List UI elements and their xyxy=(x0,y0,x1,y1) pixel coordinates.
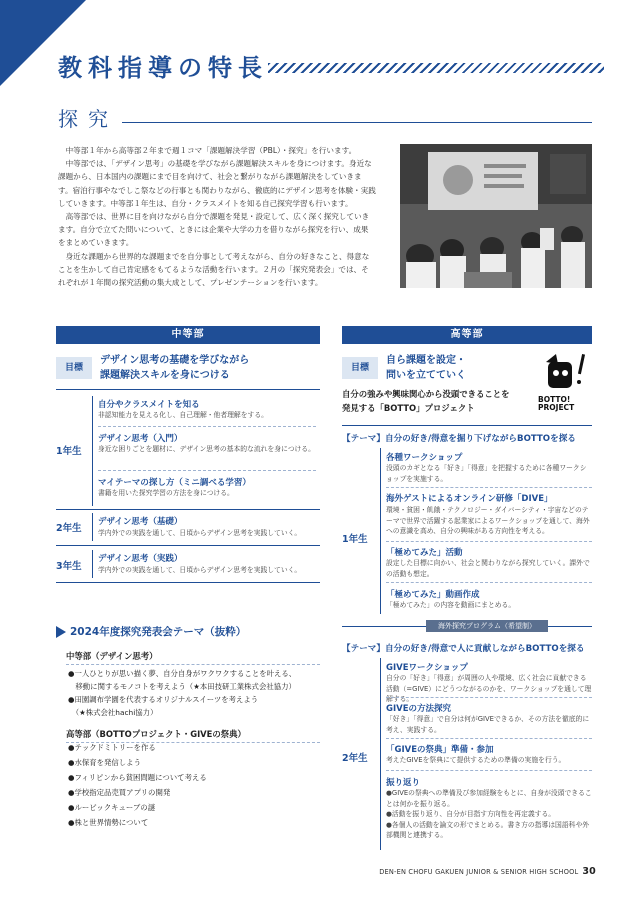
section-rule xyxy=(122,122,592,123)
themes-middle-item: ●一人ひとりが思い描く夢、自分自身がワクワクすることを叶える、 xyxy=(68,669,297,678)
themes-high-list xyxy=(68,740,320,830)
themes-high-item: ●ルービックキューブの謎 xyxy=(68,803,156,812)
high-item-separator xyxy=(386,738,592,739)
high-school-band: 高等部 xyxy=(342,326,592,344)
high-theme-1: 【テーマ】自分の好き/得意を掘り下げながらBOTTOを探る xyxy=(342,434,576,444)
themes-high-item: ●フィリピンから貧困問題について考える xyxy=(68,773,207,782)
high-item-title: 「GIVEの祭典」準備・参加 xyxy=(386,745,494,755)
high-item-desc: 没頭のカギとなる「好き」「得意」を把握するために各種ワークショップを実施する。 xyxy=(386,464,587,483)
high-item-desc: 設定した目標に向かい、社会と関わりながら探究していく。課外での活動も想定。 xyxy=(386,559,590,578)
middle-item-title: デザイン思考（実践） xyxy=(98,554,183,564)
high-item-title: 「極めてみた」動画作成 xyxy=(386,590,480,600)
high-item-separator xyxy=(386,697,592,698)
high-description-line: 発見する「BOTTO」プロジェクト xyxy=(342,403,475,413)
middle-grade-1: 1年生 xyxy=(56,446,82,457)
middle-goal xyxy=(100,353,249,383)
themes-separator xyxy=(66,664,320,665)
themes-heading: 2024年度探究発表会テーマ（抜粋） xyxy=(70,626,247,638)
high-item-separator xyxy=(386,770,592,771)
middle-item-title: デザイン思考（基礎） xyxy=(98,517,183,527)
middle-item-desc: 学内外での実践を通して、日頃からデザイン思考を実践していく。 xyxy=(98,529,302,537)
middle-item-title: 自分やクラスメイトを知る xyxy=(98,400,200,410)
high-grade-1: 1年生 xyxy=(342,534,368,545)
middle-grade-1-rule xyxy=(92,396,93,506)
middle-goal-line: 課題解決スキルを身につける xyxy=(100,370,230,381)
high-goal-tag: 目標 xyxy=(342,357,378,379)
arrow-icon xyxy=(56,626,66,638)
themes-high-item: ●学校指定品売買アプリの開発 xyxy=(68,788,171,797)
high-reflection-item: ●GIVEの祭典への準備及び参加経験をもとに、自身が没頭できることは何かを振り返る。 xyxy=(386,789,592,808)
middle-school-band: 中等部 xyxy=(56,326,320,344)
high-item-title: 「極めてみた」活動 xyxy=(386,548,463,558)
themes-middle-item: 移動に関するモノコトを考えよう（★本田技研工業株式会社協力） xyxy=(68,682,296,691)
middle-item-separator xyxy=(98,470,316,471)
middle-item-desc: 書籍を用いた探究学習の方法を身につける。 xyxy=(98,489,234,497)
page-footer xyxy=(379,866,596,877)
classroom-photo-illustration xyxy=(400,144,592,288)
high-grade-1-rule xyxy=(380,448,381,614)
botto-mascot-icon xyxy=(538,352,592,392)
school-name: DEN-EN CHOFU GAKUEN JUNIOR & SENIOR HIGH SCHOOL xyxy=(379,868,579,876)
high-item-title: GIVEワークショップ xyxy=(386,663,468,673)
high-description xyxy=(342,387,510,415)
high-item-desc: 「極めてみた」の内容を動画にまとめる。 xyxy=(386,601,516,609)
high-item-desc: 自分の「好き」「得意」が周囲の人や環境、広く社会に貢献できる活動（=GIVE）にどうつながるのかを、ワークショップを通して理解する。 xyxy=(386,674,592,703)
high-item-desc: 考えたGIVEを祭典にて提供するための準備の実施を行う。 xyxy=(386,756,566,764)
title-hatch-decoration xyxy=(268,63,604,73)
middle-grade-2-rule xyxy=(92,513,93,541)
high-theme-2: 【テーマ】自分の好き/得意で人に貢献しながらBOTTOを探る xyxy=(342,644,585,654)
middle-goal-divider xyxy=(56,389,320,390)
high-item-separator xyxy=(386,582,592,583)
themes-middle-item: （★株式会社hachi協力） xyxy=(68,708,158,717)
high-description-line: 自分の強みや興味関心から没頭できることを xyxy=(342,389,510,399)
high-goal-line: 自ら課題を設定・ xyxy=(386,355,466,366)
high-grade-2: 2年生 xyxy=(342,753,368,764)
botto-logo-line: PROJECT xyxy=(538,403,575,412)
page-title: 教科指導の特長 xyxy=(58,54,268,82)
middle-grade-divider xyxy=(56,509,320,510)
section-title: 探究 xyxy=(58,107,118,131)
middle-grade-2: 2年生 xyxy=(56,523,82,534)
intro-text xyxy=(58,144,376,289)
high-goal-line: 問いを立てていく xyxy=(386,370,466,381)
middle-goal-line: デザイン思考の基礎を学びながら xyxy=(100,355,250,366)
high-item-separator xyxy=(386,541,592,542)
themes-middle-list xyxy=(68,667,328,719)
botto-logo-line: BOTTO! xyxy=(538,395,571,404)
middle-item-desc: 身近な困りごとを題材に、デザイン思考の基本的な流れを身につける。 xyxy=(98,445,315,453)
overseas-program-tag: 海外探究プログラム（希望制） xyxy=(426,620,548,632)
classroom-photo xyxy=(400,144,592,288)
middle-grade-3: 3年生 xyxy=(56,561,82,572)
high-item-title: GIVEの方法探究 xyxy=(386,704,452,714)
intro-paragraph: 身近な課題から世界的な課題までを自分事として考えながら、自分の好きなこと、得意なことを生かして自己肯定感をもてるような活動を行います。２月の「探究発表会」では、それぞれが１年間の探究活動の集大成として、プレゼンテーションを行います。 xyxy=(58,251,370,288)
intro-paragraph: 中等部では、「デザイン思考」の基礎を学びながら課題解決スキルを身につけます。身近な課題から、日本国内の課題にまで目を向けて、社会と繋がりながら課題解決をしていきます。宿泊行事やなでしこ祭などの行事とも関わりながら、徹底的にデザイン思考を体験・実践していきます。中等部１年生は、自分・クラスメイトを知る自己探究学習も行います。 xyxy=(58,159,376,208)
themes-high-item: ●水保育を発信しよう xyxy=(68,758,141,767)
high-item-desc: 「好き」「得意」で自分は何がGIVEできるか、その方法を徹底的に考え、実践する。 xyxy=(386,715,590,734)
middle-item-desc: 非認知能力を見える化し、自己理解・他者理解をする。 xyxy=(98,411,268,419)
page-number: 30 xyxy=(582,866,596,877)
high-item-desc: 環境・貧困・飢餓・テクノロジー・ダイバーシティ・宇宙などのテーマで世界で活躍する起業家によるワークショップを通して、海外への意識を高め、自分の興味がある方向性を考える。 xyxy=(386,506,590,535)
middle-item-desc: 学内外での実践を通して、日頃からデザイン思考を実践していく。 xyxy=(98,566,302,574)
middle-item-separator xyxy=(98,426,316,427)
high-item-title: 各種ワークショップ xyxy=(386,453,463,463)
middle-goal-tag: 目標 xyxy=(56,357,92,379)
high-item-title: 振り返り xyxy=(386,778,421,788)
high-grade-2-rule xyxy=(380,658,381,850)
high-reflection-item: ●活動を振り返り、自分が目指す方向性を再定義する。 xyxy=(386,810,556,818)
themes-middle-heading: 中等部（デザイン思考） xyxy=(66,651,158,661)
intro-paragraph: 高等部では、世界に目を向けながら自分で課題を発見・設定して、広く深く探究していきます。自分で立てた問いについて、ときには企業や大学の力を借りながら探究を行い、成果をまとめていきます。 xyxy=(58,212,370,248)
themes-middle-item: ●田園調布学園を代表するオリジナルスイーツを考えよう xyxy=(68,695,259,704)
high-item-title: 海外ゲストによるオンライン研修「DIVE」 xyxy=(386,494,553,504)
botto-project-logo xyxy=(538,352,592,414)
high-reflection-list xyxy=(386,788,592,841)
middle-grade-divider xyxy=(56,545,320,546)
high-goal xyxy=(386,353,466,383)
themes-high-item: ●株と世界情勢について xyxy=(68,818,149,827)
high-goal-divider xyxy=(342,425,592,426)
themes-high-item: ●テックドミトリーを作る xyxy=(68,743,156,752)
botto-logo-text xyxy=(538,396,592,412)
high-reflection-item: ●各個人の活動を論文の形でまとめる。書き方の指導は国語科や外部機関と連携する。 xyxy=(386,820,590,839)
middle-item-title: デザイン思考（入門） xyxy=(98,434,183,444)
high-item-separator xyxy=(386,487,592,488)
themes-high-heading: 高等部（BOTTOプロジェクト・GIVEの祭典） xyxy=(66,729,246,739)
intro-paragraph: 中等部１年から高等部２年まで週１コマ「課題解決学習（PBL）・探究」を行います。 xyxy=(65,146,357,155)
middle-grade-3-rule xyxy=(92,550,93,578)
middle-item-title: マイテーマの探し方（ミニ調べる学習） xyxy=(98,478,251,488)
middle-grade-divider xyxy=(56,582,320,583)
